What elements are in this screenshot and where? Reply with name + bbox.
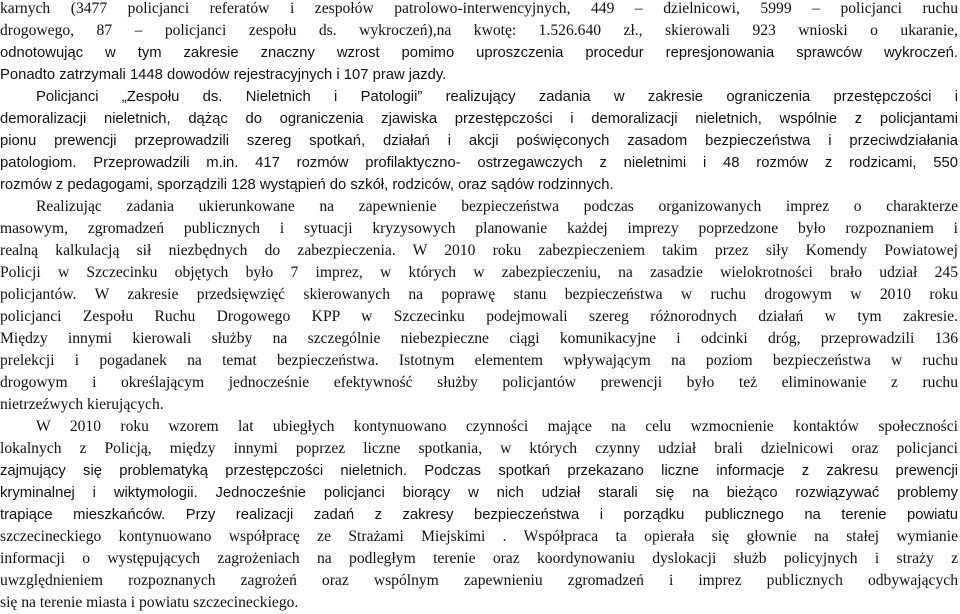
paragraph-line [0,152,960,174]
paragraph-line-text: Realizując zadania ukierunkowane na zapewnienie bezpieczeństwa podczas organizowanych imprez o charakterze [36,198,958,215]
paragraph-line-text: zajmujący się problematyką przestępczości nieletnich. Podczas spotkań przekazano liczne informacje z zakresu prewencji [0,463,958,479]
paragraph-line-text: odnotowując w tym zakresie znaczny wzrost pomimo uproszczenia procedur represjonowania sprawców wykroczeń. [0,45,958,61]
paragraph-line [0,174,960,196]
paragraph-line [0,218,960,240]
paragraph-line-text: Policji w Szczecinku objętych było 7 imprez, w których w zabezpieczeniu, na zasadzie wielokrotności brało udział 245 [0,264,958,281]
paragraph-line-text: karnych (3477 policjanci referatów i zespołów patrolowo-interwencyjnych, 449 – dzielnicowi, 5999 – policjanci ruchu [0,0,958,17]
paragraph-line-text: lokalnych z Policją, między innymi poprzez liczne spotkania, w których czynny udział brali dzielnicowi oraz policjanci [0,440,958,457]
paragraph-line-text: patologiom. Przeprowadzili m.in. 417 rozmów profilaktyczno- ostrzegawczych z nieletnimi i 48 rozmów z rodzicami, 550 [0,155,958,171]
paragraph-line [0,130,960,152]
paragraph-line-text: drogowego, 87 – policjanci zespołu ds. wykroczeń),na kwotę: 1.526.640 zł., skierowali 923 wnioski o ukaranie, [0,22,958,39]
paragraph-line [0,284,960,306]
paragraph-line [0,240,960,262]
paragraph-line [0,592,960,614]
paragraph-line [0,42,960,64]
paragraph-line-text: Policjanci „Zespołu ds. Nieletnich i Patologii” realizujący zadania w zakresie ograniczenia przestępczości i [36,89,958,105]
paragraph-line-text: pionu prewencji przeprowadzili szereg spotkań, działań i akcji poświęconych zasadom bezpieczeństwa i przeciwdziałania [0,133,958,149]
paragraph-line [0,372,960,394]
paragraph-line [0,196,960,218]
paragraph-line [0,526,960,548]
paragraph-line [0,438,960,460]
paragraph-line [0,0,960,20]
paragraph-line-text: masowym, zgromadzeń publicznych i sytuacji kryzysowych planowanie każdej imprezy poprzedzone było rozpoznaniem i [0,220,958,237]
paragraph-line-text: policjanci Zespołu Ruchu Drogowego KPP w Szczecinku podejmowali szereg różnorodnych działań w tym zakresie. [0,308,958,325]
paragraph-line-text: nietrzeźwych kierujących. [0,396,164,413]
paragraph-line-text: W 2010 roku wzorem lat ubiegłych kontynuowano czynności mające na celu wzmocnienie kontaktów społeczności [36,418,958,435]
paragraph-line-text: uwzględnieniem rozpoznanych zagrożeń oraz wspólnym zapewnieniu zgromadzeń i imprez publicznych odbywających [0,572,958,589]
paragraph-line [0,20,960,42]
paragraph-line [0,108,960,130]
paragraph-line-text: kryminalnej i wiktymologii. Jednocześnie policjanci biorący w nich udział starali się na bieżąco rozwiązywać problemy [0,485,958,501]
paragraph-line [0,306,960,328]
paragraph-line [0,416,960,438]
paragraph-line-text: prelekcji i pogadanek na temat bezpieczeństwa. Istotnym elementem wpływającym na poziom bezpieczeństwa w ruchu [0,352,958,369]
paragraph-line-text: Ponadto zatrzymali 1448 dowodów rejestracyjnych i 107 praw jazdy. [0,67,447,83]
paragraph-line-text: Między innymi kierowali służby na szczególnie niebezpieczne ciągi komunikacyjne i odcinki dróg, przeprowadzili 136 [0,330,958,347]
paragraph-line-text: informacji o występujących zagrożeniach na podległym terenie oraz koordynowaniu dyslokacji służb policyjnych i straży z [0,550,958,567]
paragraph-line [0,570,960,592]
paragraph-line-text: realną kalkulacją sił niezbędnych do zabezpieczenia. W 2010 roku zabezpieczeniem takim przez siły Komendy Powiatowej [0,242,958,259]
paragraph-line [0,394,960,416]
paragraph-line [0,350,960,372]
paragraph-line [0,328,960,350]
paragraph-line [0,262,960,284]
paragraph-line-text: demoralizacji nieletnich, dążąc do ograniczenia zjawiska przestępczości i demoralizacji nieletnich, wspólnie z policjantami [0,111,958,127]
paragraph-line [0,504,960,526]
paragraph-line-text: drogowym i określającym jednocześnie efektywność służby policjantów prewencji było też eliminowanie z ruchu [0,374,958,391]
paragraph-line [0,86,960,108]
paragraph-line-text: trapiące mieszkańców. Przy realizacji zadań z zakresy bezpieczeństwa i porządku publicznego na terenie powiatu [0,507,958,523]
paragraph-line-text: policjantów. W zakresie przedsięwzięć skierowanych na poprawę stanu bezpieczeństwa w ruchu drogowym w 2010 roku [0,286,958,303]
paragraph-line [0,482,960,504]
paragraph-line [0,460,960,482]
paragraph-line-text: rozmów z pedagogami, sporządzili 128 wystąpień do szkół, rodziców, oraz sądów rodzinnych. [0,177,614,193]
paragraph-line-text: się na terenie miasta i powiatu szczecineckiego. [0,594,299,611]
paragraph-line [0,64,960,86]
paragraph-line-text: szczecineckiego kontynuowano współpracę ze Strażami Miejskimi . Współpraca ta opierała się głownie na stałej wymianie [0,528,958,545]
paragraph-line [0,548,960,570]
